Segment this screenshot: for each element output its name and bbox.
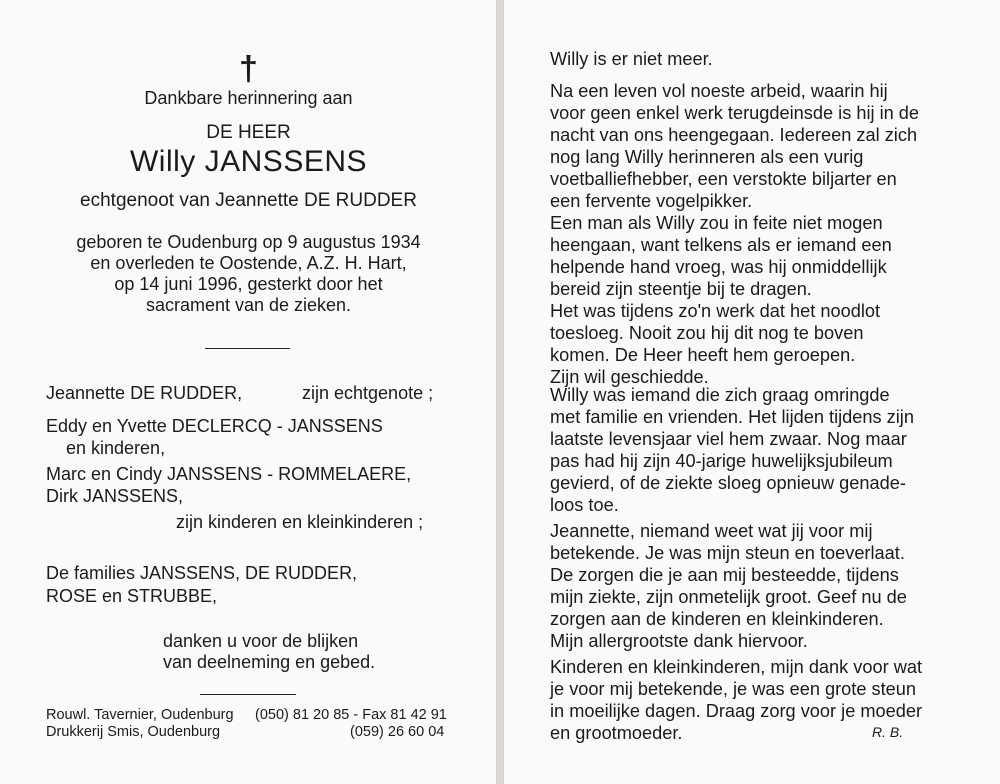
divider-top [205,348,290,349]
thanks-line-2: van deelneming en gebed. [163,652,376,672]
families-line-1: De families JANSSENS, DE RUDDER, [46,563,358,583]
family-jeannette: Jeannette DE RUDDER, [46,383,243,403]
spouse-line: echtgenoot van Jeannette DE RUDDER [80,190,417,211]
opening-line: Willy is er niet meer. [550,49,713,69]
family-marc: Marc en Cindy JANSSENS - ROMMELAERE, [46,464,412,484]
paragraph-2: Willy was iemand die zich graag omringde met familie en vrienden. Het lijden tijdens zijn laatste levensjaar viel hem zwaar. Nog maar pas had hij zijn 40-jarige huwelijksjubileum gevierd, of de ziekte sloeg opnieuw genade- loos toe. [550,385,914,515]
birth-line-3: op 14 juni 1996, gesterkt door het [114,274,383,294]
divider-bottom [200,694,296,695]
left-card [0,0,497,784]
birth-line-1: geboren te Oudenburg op 9 augustus 1934 [76,232,421,252]
dedication-line: Dankbare herinnering aan [144,88,353,108]
right-card [503,0,1000,784]
paragraph-4: Kinderen en kleinkinderen, mijn dank voor wat je voor mij betekende, je was een grote steun in moeilijke dagen. Draag zorg voor je moeder en grootmoeder. [550,657,923,743]
family-jeannette-role: zijn echtgenote ; [302,383,434,403]
footer-printer-phone: (059) 26 60 04 [350,724,445,740]
birth-line-4: sacrament van de zieken. [145,295,352,315]
footer-undertaker: Rouwl. Tavernier, Oudenburg [46,707,234,723]
thanks-line-1: danken u voor de blijken [163,631,359,651]
honorific: DE HEER [206,122,291,143]
footer-undertaker-phone: (050) 81 20 85 - Fax 81 42 91 [255,707,447,723]
signature: R. B. [872,724,904,740]
paragraph-3: Jeannette, niemand weet wat jij voor mij betekende. Je was mijn steun en toeverlaat. De zorgen die je aan mij besteedde, tijdens mijn ziekte, zijn onmetelijk groot. Geef nu de zorgen aan de kinderen en kleinkinderen. Mijn allergrootste dank hiervoor. [550,521,907,651]
family-dirk: Dirk JANSSENS, [46,486,184,506]
deceased-name: Willy JANSSENS [129,145,368,178]
family-kids-role: zijn kinderen en kleinkinderen ; [176,512,424,532]
birth-line-2: en overleden te Oostende, A.Z. H. Hart, [90,253,407,273]
cross-icon: † [239,50,258,88]
family-eddy: Eddy en Yvette DECLERCQ - JANSSENS [46,416,383,436]
family-eddy-kids: en kinderen, [66,438,166,458]
paragraph-1: Na een leven vol noeste arbeid, waarin hij voor geen enkel werk terugdeinsde is hij in de nacht van ons heengegaan. Iedereen zal zich nog lang Willy herinneren als een vurig voetballiefhebber, een verstokte biljarter en een fervente vogelpikker. Een man als Willy zou in feite niet mogen heengaan, want telkens als er iemand een helpende hand vroeg, was hij onmiddellijk bereid zijn steentje bij te dragen. Het was tijdens zo'n werk dat het noodlot toesloeg. Nooit zou hij dit nog te boven komen. De Heer heeft hem geroepen. Zijn wil geschiedde. [550,81,920,387]
families-line-2: ROSE en STRUBBE, [46,586,218,606]
footer-printer: Drukkerij Smis, Oudenburg [46,724,221,740]
